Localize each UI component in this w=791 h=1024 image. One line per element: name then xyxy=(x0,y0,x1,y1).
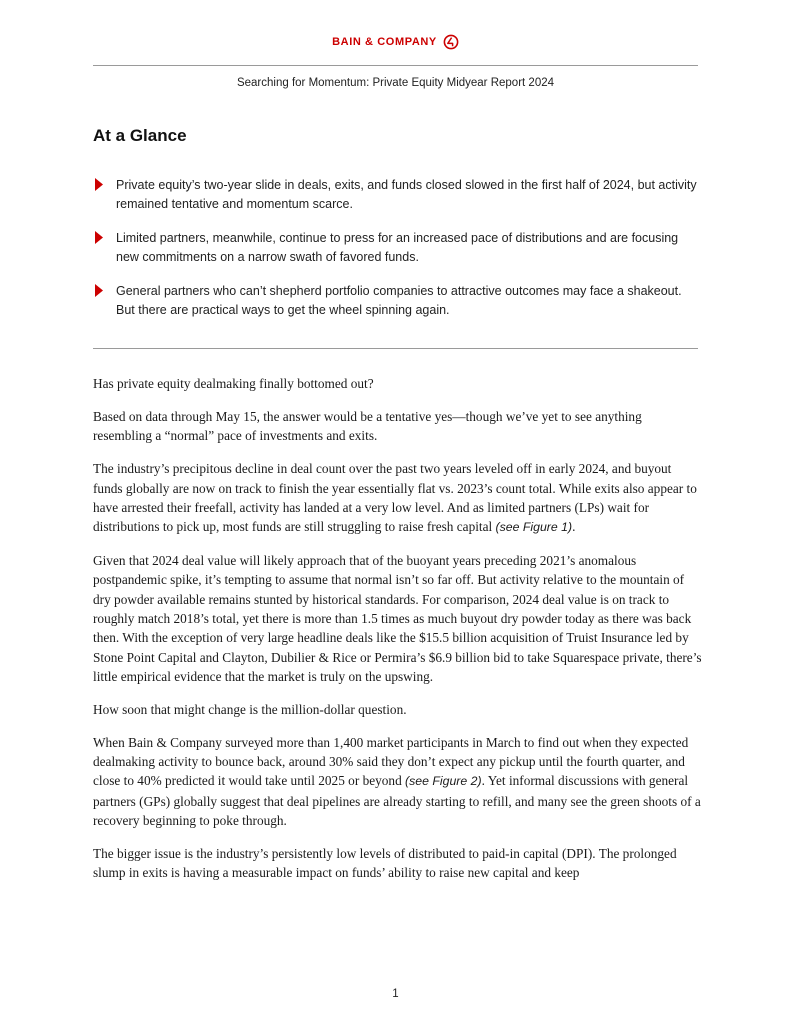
brand-header xyxy=(0,34,791,50)
paragraph-text: The industry’s precipitous decline in deal count over the past two years leveled off in early 2024, and buyout funds globally are now on track to finish the year essentially flat vs. 2023’s count total. While exits also appear to have arrested their freefall, activity has landed at a very low level. And as limited partners (LPs) wait for distributions to pick up, most funds are still struggling to raise fresh capital xyxy=(93,461,697,535)
body-paragraph: The bigger issue is the industry’s persistently low levels of distributed to paid-in capital (DPI). The prolonged slump in exits is having a measurable impact on funds’ ability to raise new capital and keep xyxy=(93,846,677,881)
page-number: 1 xyxy=(392,988,399,1000)
report-title: Searching for Momentum: Private Equity Midyear Report 2024 xyxy=(236,77,555,89)
figure-reference: (see Figure 1) xyxy=(495,520,573,535)
paragraph-text: When Bain & Company surveyed more than 1,400 market participants in March to find out when they expected dealmaking activity to bounce back, around 30% said they don’t expect any pickup until the fourth quarter, and close to 40% predicted it would take until 2025 or beyond xyxy=(93,734,689,789)
glance-bullet xyxy=(93,282,698,320)
body-text xyxy=(93,374,703,896)
body-paragraph xyxy=(93,733,703,830)
paragraph-text: . xyxy=(572,519,576,535)
body-paragraph: Given that 2024 deal value will likely approach that of the buoyant years preceding 2021’s anomalous postpandemic spike, it’s tempting to assume that normal isn’t so far off. But activity relative to the mountain of dry powder available remains stunted by historical standards. For comparison, 2024 deal value is on track to roughly match 2018’s total, yet there is more than 1.5 times as much buyout dry powder today as there was back then. With the exception of very large headline deals like the $15.5 billion acquisition of Truist Insurance led by Stone Point Capital and Clayton, Dubilier & Rice or Permira’s $6.9 billion bid to take Squarespace private, there’s little empirical evidence that the market is truly on the upswing. xyxy=(93,553,702,684)
figure-reference: (see Figure 2) xyxy=(405,774,482,789)
glance-bullet-list xyxy=(93,176,698,335)
body-paragraph: Based on data through May 15, the answer would be a tentative yes—though we’ve yet to see anything resembling a “normal” pace of investments and exits. xyxy=(93,408,642,444)
header-divider xyxy=(93,65,698,66)
bain-logo-icon xyxy=(443,34,459,50)
brand-name: BAIN & COMPANY xyxy=(332,36,437,48)
glance-bullet xyxy=(93,229,698,267)
triangle-bullet-icon xyxy=(95,231,103,244)
section-title: At a Glance xyxy=(93,126,187,145)
bullet-text: Private equity’s two-year slide in deals, exits, and funds closed slowed in the first half of 2024, but activity remained tentative and momentum scarce. xyxy=(116,178,697,211)
triangle-bullet-icon xyxy=(95,284,103,297)
glance-bullet xyxy=(93,176,698,214)
triangle-bullet-icon xyxy=(95,178,103,191)
section-divider xyxy=(93,348,698,349)
body-paragraph: Has private equity dealmaking finally bottomed out? xyxy=(93,376,374,391)
body-paragraph xyxy=(93,459,703,537)
paragraph-text: . Yet informal discussions with general partners (GPs) globally suggest that deal pipelines are already starting to refill, and many see the green shoots of a recovery beginning to poke through. xyxy=(93,773,701,829)
bullet-text: General partners who can’t shepherd portfolio companies to attractive outcomes may face a shakeout. But there are practical ways to get the wheel spinning again. xyxy=(116,284,682,317)
bullet-text: Limited partners, meanwhile, continue to press for an increased pace of distributions and are focusing new commitments on a narrow swath of favored funds. xyxy=(116,231,679,264)
body-paragraph: How soon that might change is the million-dollar question. xyxy=(93,701,407,717)
